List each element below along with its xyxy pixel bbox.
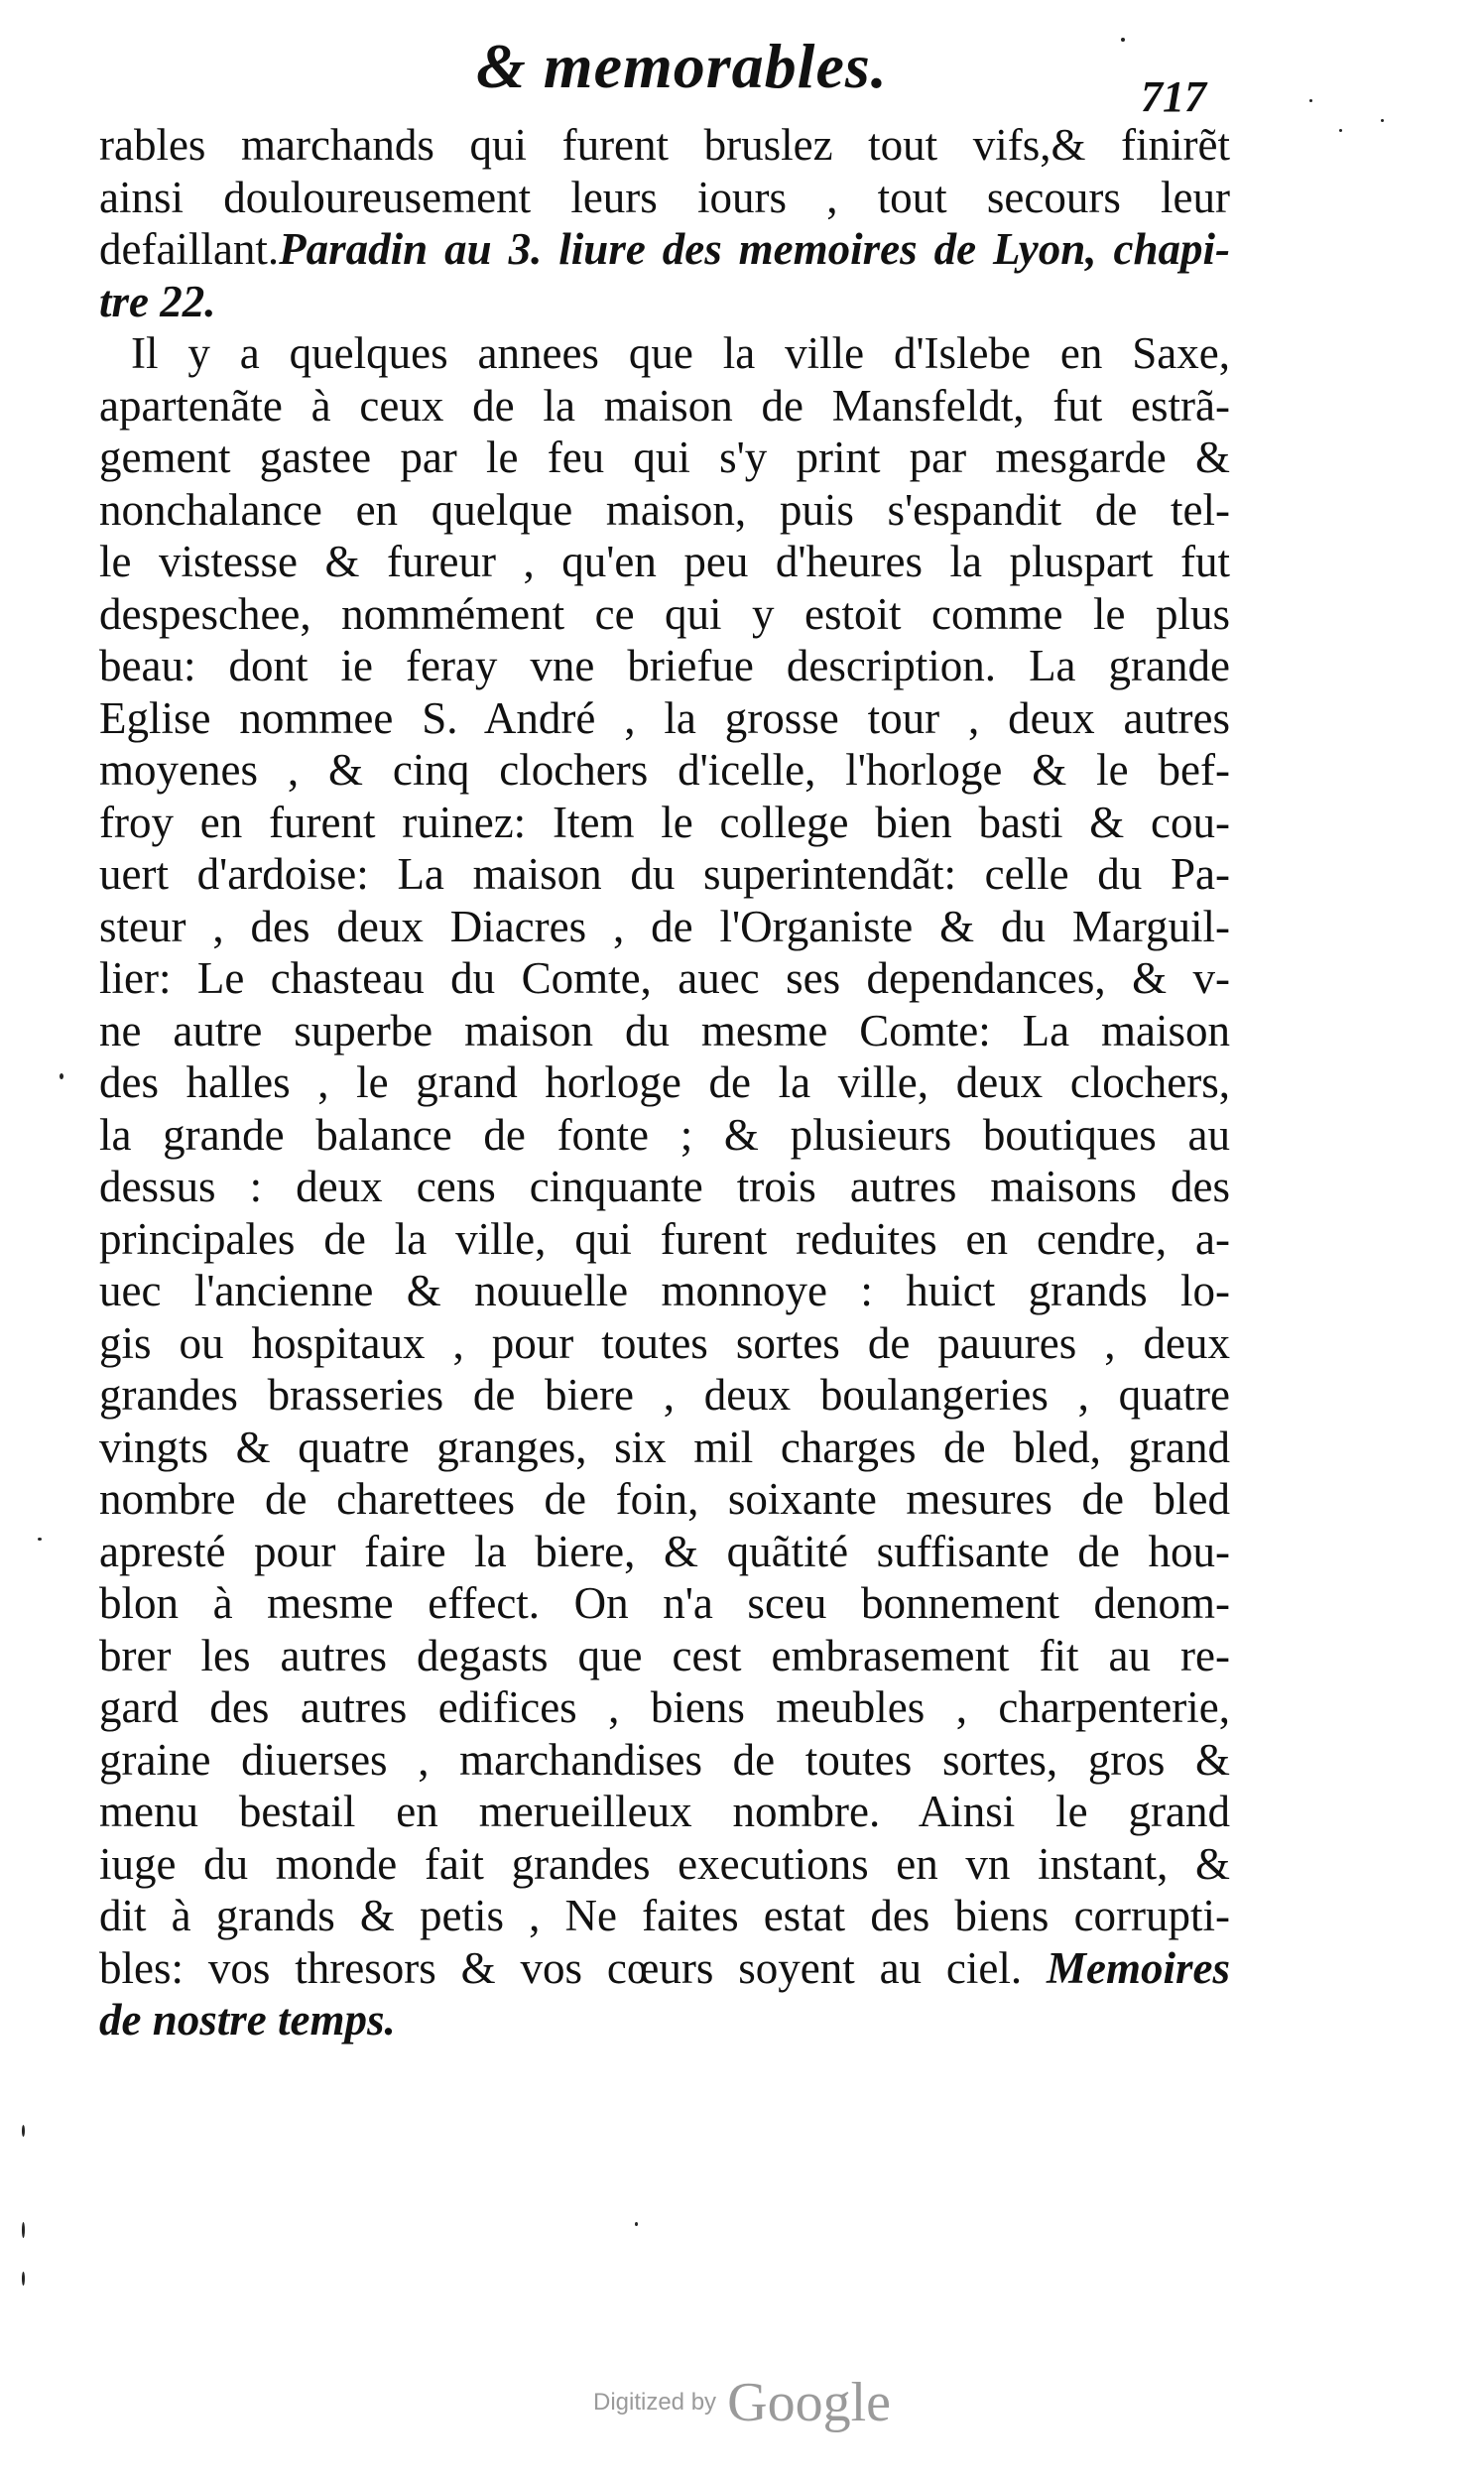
scan-speck	[22, 2125, 25, 2137]
text-line: gard des autres edifices , biens meubles , charpenterie,	[99, 1682, 1230, 1732]
text-line: Eglise nommee S. André , la grosse tour , deux autres	[99, 692, 1230, 743]
text-line: iuge du monde fait grandes executions en vn instant, &	[99, 1838, 1230, 1889]
text-line: gement gastee par le feu qui s'y print par mesgarde &	[99, 433, 1230, 482]
text-line: steur , des deux Diacres , de l'Organiste & du Marguil-	[99, 901, 1230, 951]
scan-speck	[60, 1073, 63, 1079]
scan-speck	[38, 1538, 42, 1541]
text-line	[99, 1942, 1230, 1995]
text-line: despeschee, nommément ce qui y estoit comme le plus	[99, 588, 1230, 639]
google-logo: Google	[727, 2372, 891, 2433]
text-line: menu bestail en merueilleux nombre. Ainsi le grand	[99, 1787, 1230, 1836]
citation-paradin-end: tre 22.	[99, 276, 216, 326]
scan-speck	[1121, 38, 1125, 42]
citation-memoires-end: de nostre temps.	[99, 1995, 396, 2045]
text-line: la grande balance de fonte ; & plusieurs boutiques au	[99, 1109, 1230, 1160]
text-line	[99, 223, 1230, 276]
text-body	[99, 119, 1230, 2046]
text-line: nombre de charettees de foin, soixante mesures de bled	[99, 1474, 1230, 1524]
text-line: graine diuerses , marchandises de toutes sortes, gros &	[99, 1734, 1230, 1785]
text-fragment: defaillant.	[99, 224, 280, 274]
text-line: apresté pour faire la biere, & quãtité suffisante de hou-	[99, 1526, 1230, 1576]
scan-speck	[635, 2222, 638, 2226]
text-line: froy en furent ruinez: Item le college bien basti & cou-	[99, 797, 1230, 847]
citation-memoires: Memoires	[1047, 1942, 1230, 1993]
scan-speck	[1339, 129, 1342, 132]
text-line: ainsi douloureusement leurs iours , tout secours leur	[99, 172, 1230, 222]
digitized-watermark	[0, 2371, 1484, 2434]
text-line: beau: dont ie feray vne briefue description. La grande	[99, 641, 1230, 690]
text-line: nonchalance en quelque maison, puis s'espandit de tel-	[99, 484, 1230, 535]
text-line: des halles , le grand horloge de la ville, deux clochers,	[99, 1057, 1230, 1107]
digitized-label: Digitized by	[592, 2389, 717, 2416]
text-line: dit à grands & petis , Ne faites estat des biens corrupti-	[99, 1891, 1230, 1940]
text-line: lier: Le chasteau du Comte, auec ses dependances, & v-	[99, 953, 1230, 1003]
text-line: dessus : deux cens cinquante trois autres maisons des	[99, 1162, 1230, 1211]
text-line: uert d'ardoise: La maison du superintendãt: celle du Pa-	[99, 849, 1230, 899]
text-line: gis ou hospitaux , pour toutes sortes de pauures , deux	[99, 1317, 1230, 1368]
text-line: brer les autres degasts que cest embrasement fit au re-	[99, 1630, 1230, 1680]
text-line: grandes brasseries de biere , deux boulangeries , quatre	[99, 1370, 1230, 1420]
text-line: vingts & quatre granges, six mil charges de bled, grand	[99, 1422, 1230, 1472]
text-line: Il y a quelques annees que la ville d'Islebe en Saxe,	[131, 328, 1230, 378]
text-line: uec l'ancienne & nouuelle monnoye : huict grands lo-	[99, 1266, 1230, 1315]
scan-speck	[1309, 99, 1312, 102]
text-line: blon à mesme effect. On n'a sceu bonnement denom-	[99, 1578, 1230, 1628]
running-head: & memorables.	[476, 31, 888, 101]
text-line: le vistesse & fureur , qu'en peu d'heures la pluspart fut	[99, 537, 1230, 586]
text-line: moyenes , & cinq clochers d'icelle, l'horloge & le bef-	[99, 745, 1230, 795]
text-line: ne autre superbe maison du mesme Comte: La maison	[99, 1005, 1230, 1055]
text-line: apartenãte à ceux de la maison de Mansfeldt, fut estrã-	[99, 380, 1230, 431]
text-line: rables marchands qui furent bruslez tout vifs,& finirẽt	[99, 120, 1230, 170]
scan-speck	[22, 2272, 25, 2286]
text-line: principales de la ville, qui furent reduites en cendre, a-	[99, 1213, 1230, 1264]
page-number: 717	[1141, 72, 1206, 121]
scan-speck	[22, 2222, 25, 2238]
text-fragment: bles: vos thresors & vos cœurs soyent au ciel.	[99, 1942, 1023, 1993]
scan-speck	[1381, 119, 1384, 122]
citation-paradin: Paradin au 3. liure des memoires de Lyon, chapi-	[279, 224, 1230, 274]
